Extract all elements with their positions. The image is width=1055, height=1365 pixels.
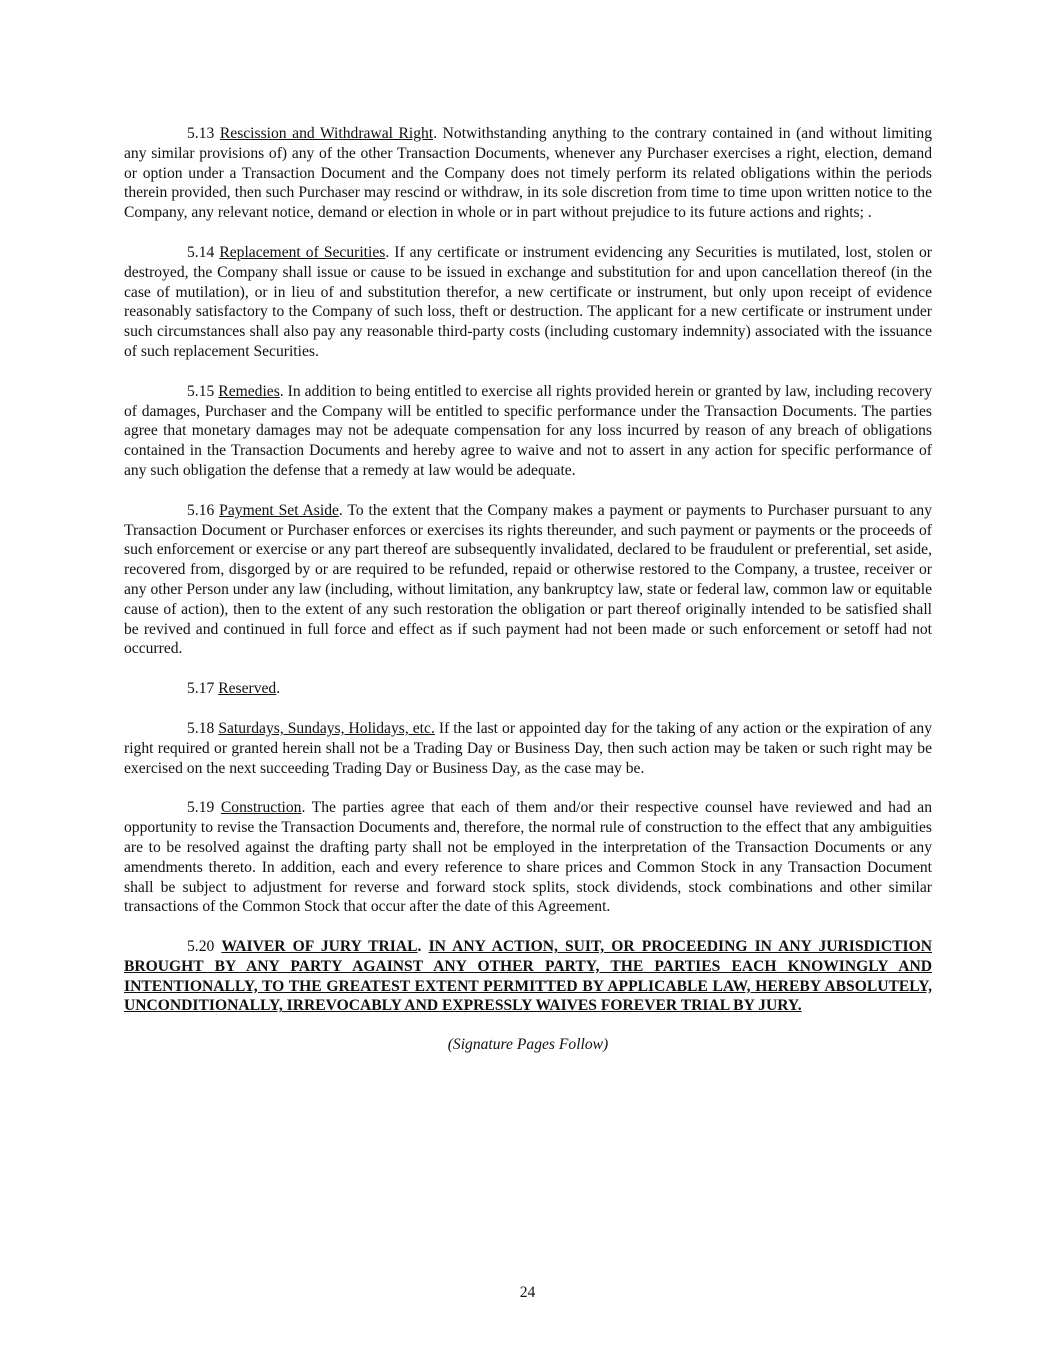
document-page	[124, 124, 932, 1054]
section-5-17	[124, 679, 932, 699]
section-heading: Replacement of Securities	[219, 243, 386, 261]
section-heading: Construction	[220, 799, 302, 817]
section-heading: Saturdays, Sundays, Holidays, etc.	[218, 719, 435, 737]
section-number: 5.18	[187, 719, 215, 737]
section-heading: Reserved	[218, 680, 277, 698]
section-body: . In addition to being entitled to exercise all rights provided herein or granted by law, including recovery of damages, Purchaser and the Company will be entitled to specific performance under the Transaction Documents. The parties agree that monetary damages may not be adequate compensation for any loss incurred by reason of any breach of obligations contained in the Transaction Documents and hereby agree to waive and not to assert in any action for specific performance of any such obligation the defense that a remedy at law would be adequate.	[124, 382, 932, 479]
section-number: 5.13	[187, 125, 215, 142]
section-body: . If any certificate or instrument evidencing any Securities is mutilated, lost, stolen or destroyed, the Company shall issue or cause to be issued in exchange and substitution for and upon cancellation thereof (in the case of mutilation), or in lieu of and substitution therefor, a new certificate or instrument, but only upon receipt of evidence reasonably satisfactory to the Company of such loss, theft or destruction. The applicant for a new certificate or instrument under such circumstances shall also pay any reasonable third-party costs (including customary indemnity) associated with the issuance of such replacement Securities.	[124, 243, 932, 360]
section-heading: Remedies	[218, 382, 280, 400]
section-heading: WAIVER OF JURY TRIAL	[221, 938, 418, 956]
section-heading: Payment Set Aside	[219, 501, 339, 519]
page-number: 24	[519, 1284, 536, 1301]
section-number: 5.16	[187, 501, 215, 519]
section-number: 5.14	[187, 243, 215, 261]
section-body: If the last or appointed day for the taking of any action or the expiration of any right required or granted herein shall not be a Trading Day or Business Day, then such action may be taken or such right may be exercised on the next succeeding Trading Day or Business Day, as the case may be.	[124, 719, 932, 777]
signature-note: (Signature Pages Follow)	[447, 1036, 609, 1054]
section-number: 5.17	[187, 680, 215, 698]
section-5-20	[124, 937, 932, 1016]
section-body: . The parties agree that each of them and/or their respective counsel have reviewed and had an opportunity to revise the Transaction Documents and, therefore, the normal rule of construction to the effect that any ambiguities are to be resolved against the drafting party shall not be employed in the interpretation of the Transaction Documents or any amendments thereto. In addition, each and every reference to share prices and Common Stock in any Transaction Document shall be subject to adjustment for reverse and forward stock splits, stock dividends, stock combinations and other similar transactions of the Common Stock that occur after the date of this Agreement.	[124, 799, 932, 916]
section-5-19	[124, 798, 932, 917]
section-5-14	[124, 243, 932, 362]
section-body: .	[276, 680, 281, 698]
section-number: 5.15	[187, 382, 215, 400]
section-body: IN ANY ACTION, SUIT, OR PROCEEDING IN ANY JURISDICTION BROUGHT BY ANY PARTY AGAINST ANY OTHER PARTY, THE PARTIES EACH KNOWINGLY AND INTENTIONALLY, TO THE GREATEST EXTENT PERMITTED BY APPLICABLE LAW, HEREBY ABSOLUTELY, UNCONDITIONALLY, IRREVOCABLY AND EXPRESSLY WAIVES FOREVER TRIAL BY JURY.	[124, 938, 932, 1015]
section-5-18	[124, 719, 932, 778]
section-5-15	[124, 382, 932, 481]
section-body: . To the extent that the Company makes a payment or payments to Purchaser pursuant to any Transaction Document or Purchaser enforces or exercises its rights thereunder, and such payment or payments or the proceeds of such enforcement or exercise or any part thereof are subsequently invalidated, declared to be fraudulent or preferential, set aside, recovered from, disgorged by or are required to be refunded, repaid or otherwise restored to the Company, a trustee, receiver or any other Person under any law (including, without limitation, any bankruptcy law, state or federal law, common law or equitable cause of action), then to the extent of any such restoration the obligation or part thereof originally intended to be satisfied shall be revived and continued in full force and effect as if such payment had not been made or such enforcement or setoff had not occurred.	[124, 501, 932, 658]
section-5-13	[124, 124, 932, 223]
section-5-16	[124, 501, 932, 659]
section-body: . Notwithstanding anything to the contrary contained in (and without limiting any similar provisions of) any of the other Transaction Documents, whenever any Purchaser exercises a right, election, demand or option under a Transaction Document and the Company does not timely perform its related obligations within the periods therein provided, then such Purchaser may rescind or withdraw, in its sole discretion from time to time upon written notice to the Company, any relevant notice, demand or election in whole or in part without prejudice to its future actions and rights; .	[124, 125, 932, 222]
section-number: 5.20	[187, 938, 215, 956]
section-heading: Rescission and Withdrawal Right	[219, 125, 434, 142]
section-number: 5.19	[187, 799, 215, 817]
section-separator: .	[417, 938, 422, 956]
